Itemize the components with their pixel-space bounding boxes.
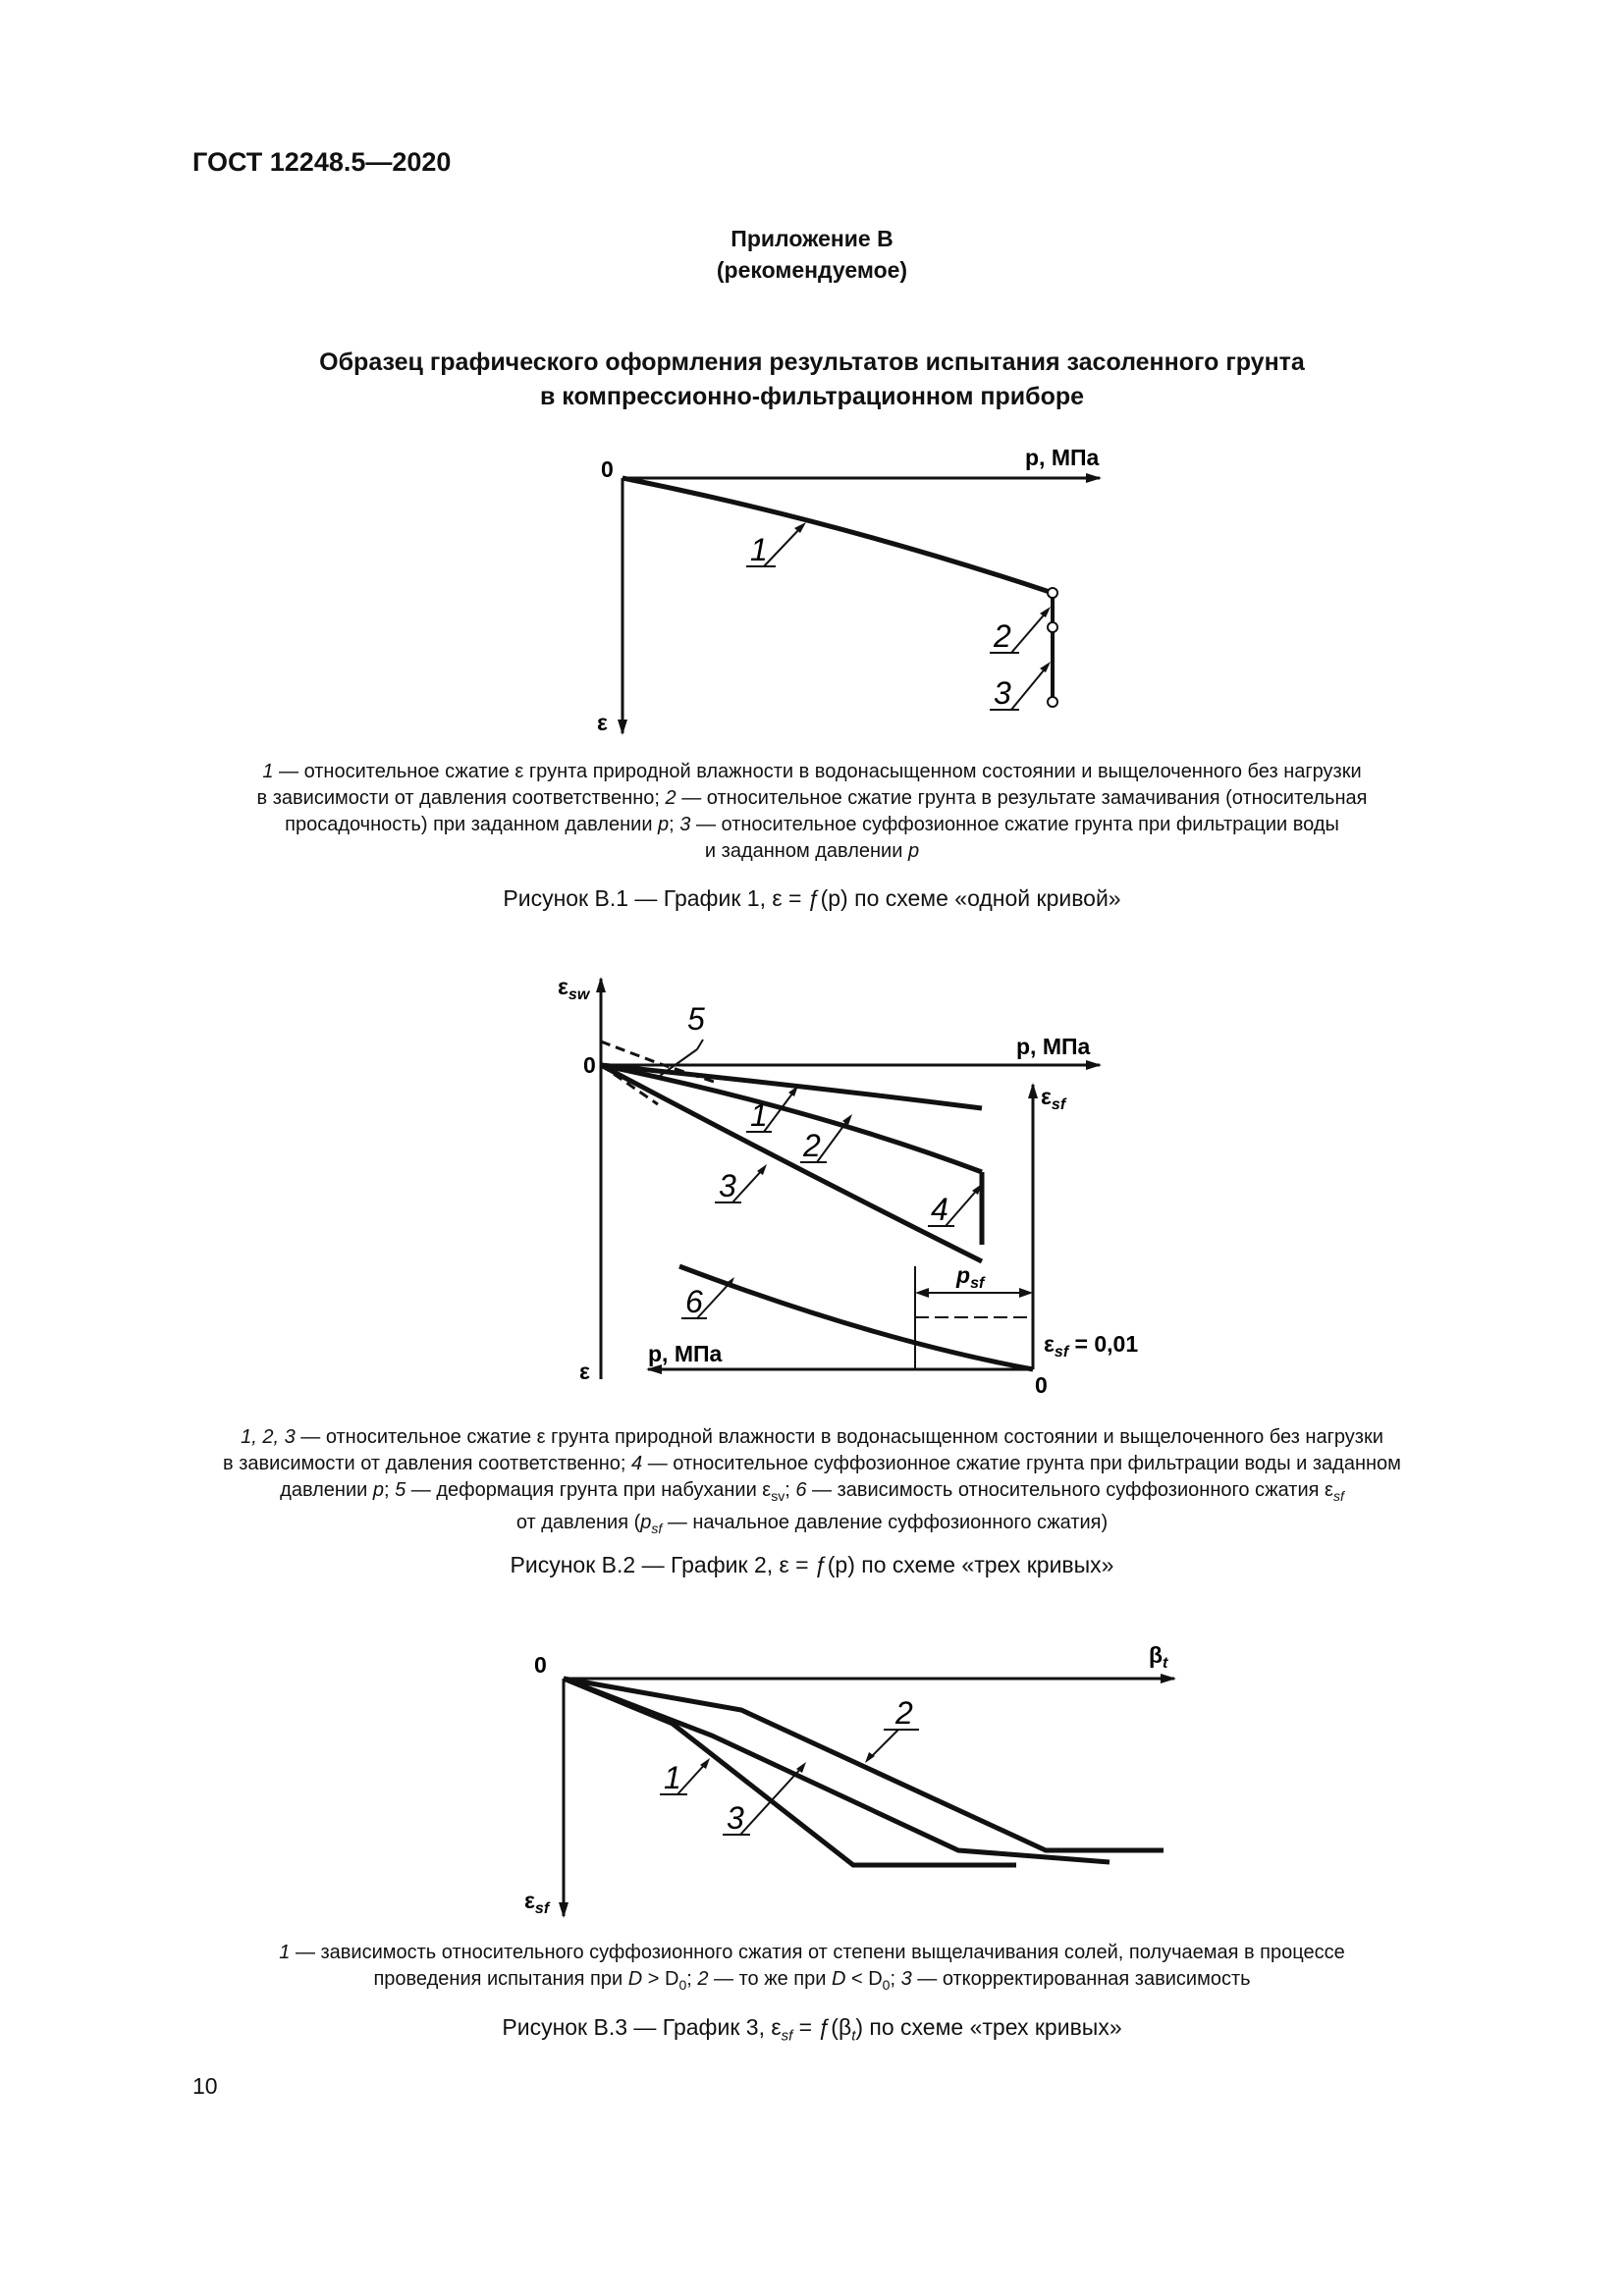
appendix-subtitle: (рекомендуемое) [716,257,908,283]
figure3-legend: 1 — зависимость относительного суффозионного сжатия от степени выщелачивания солей, получаемая в процессе проведения испытания при $D > D_0$; 2 — то же при $D < D_0$; 3 — откорректированная зависимость [279,1942,1345,1993]
figure3-caption: Рисунок В.3 — График 3, $\varepsilon_{sf}$ = $ƒ(\beta_t)$ по схеме «трех кривых» [502,2014,1122,2045]
figure2-origin-label: 0 [583,1052,596,1078]
figure3-y-axis-label: $\varepsilon_{sf}$ [524,1888,550,1917]
figure1-label-3: 3 [994,675,1011,711]
figure2-label-1: 1 [750,1097,768,1133]
figure3-curve-3 [564,1679,1110,1862]
figure1-caption: Рисунок В.1 — График 1, ε = ƒ(р) по схеме «одной кривой» [503,885,1121,911]
figure3-label-1: 1 [664,1760,681,1795]
figure3-x-axis-label: $\beta_t$ [1149,1642,1168,1672]
figure2-label-2: 2 [803,1128,821,1163]
figure3-graph [524,1639,1198,1924]
figure1-point-a [1048,588,1057,598]
figure3-label-3: 3 [727,1800,744,1836]
figure1-y-axis-label: ε [597,710,608,735]
page-number: 10 [192,2073,218,2099]
figure2-caption: Рисунок В.2 — График 2, ε = ƒ(р) по схеме «трех кривых» [510,1552,1114,1577]
main-title-line1: Образец графического оформления результатов испытания засоленного грунта [319,348,1305,376]
figure2-curve-1 [601,1065,982,1108]
figure3-label-2: 2 [895,1695,913,1731]
figure2-label-3: 3 [719,1168,736,1203]
figure1-origin-label: 0 [601,456,614,482]
figure2-label-6: 6 [685,1284,703,1319]
figure2-y-bottom-label: ε [579,1359,590,1384]
figure2-psf-label: $p_{sf}$ [956,1262,985,1292]
figure1-graph [569,442,1119,746]
figure2-label-4: 4 [931,1192,948,1227]
figure2-curve-2 [601,1065,982,1172]
figure2-y-top-label: $\varepsilon_{sw}$ [558,974,590,1003]
appendix-title: Приложение В [731,226,893,251]
figure1-curve-1 [623,478,1053,593]
figure2-label-5: 5 [687,1001,705,1037]
figure3-origin-label: 0 [534,1652,547,1678]
figure2-x-axis2-label: p, МПа [648,1341,723,1366]
figure2-esf-value-label: $\varepsilon_{sf} = 0,01$ [1044,1331,1139,1361]
figure1-legend: 1 — относительное сжатие ε грунта природной влажности в водонасыщенном состоянии и выщелоченного без нагрузки в зависимости от давления соответственно; 2 — относительное сжатие грунта в результате замачивания (относительная просадочность) при заданном давлении p; 3 — относительное суффозионное сжатие грунта при фильтрации воды и заданном давлении p [256,761,1368,862]
figure1-point-b [1048,622,1057,632]
figure1-x-axis-label: p, МПа [1025,445,1100,470]
figure1-label-1: 1 [750,532,768,567]
document-code: ГОСТ 12248.5—2020 [192,147,452,177]
figure2-esf-axis-label: $\varepsilon_{sf}$ [1041,1084,1066,1113]
figure2-legend: 1, 2, 3 — относительное сжатие ε грунта природной влажности в водонасыщенном состоянии и выщелоченного без нагрузки в зависимости от давления соответственно; 4 — относительное суффозионное сжатие грунта при фильтрации воды и заданном давлении p; 5 — деформация грунта при набухании $\varepsilon_{sv}$; 6 — зависимость относительного суффозионного сжатия $\varepsilon_{sf}$ от давления ($p_{sf}$ — начальное давление суффозионного сжатия) [223,1426,1401,1536]
figure1-label-2: 2 [994,618,1011,654]
figure2-x-axis-label: p, МПа [1016,1034,1091,1059]
figure1-point-c [1048,697,1057,707]
figure3-curve-2 [564,1679,1164,1850]
main-title-line2: в компрессионно-фильтрационном приборе [539,383,1085,410]
figure2-origin2-label: 0 [1035,1372,1048,1398]
figure2-graph [550,967,1168,1409]
